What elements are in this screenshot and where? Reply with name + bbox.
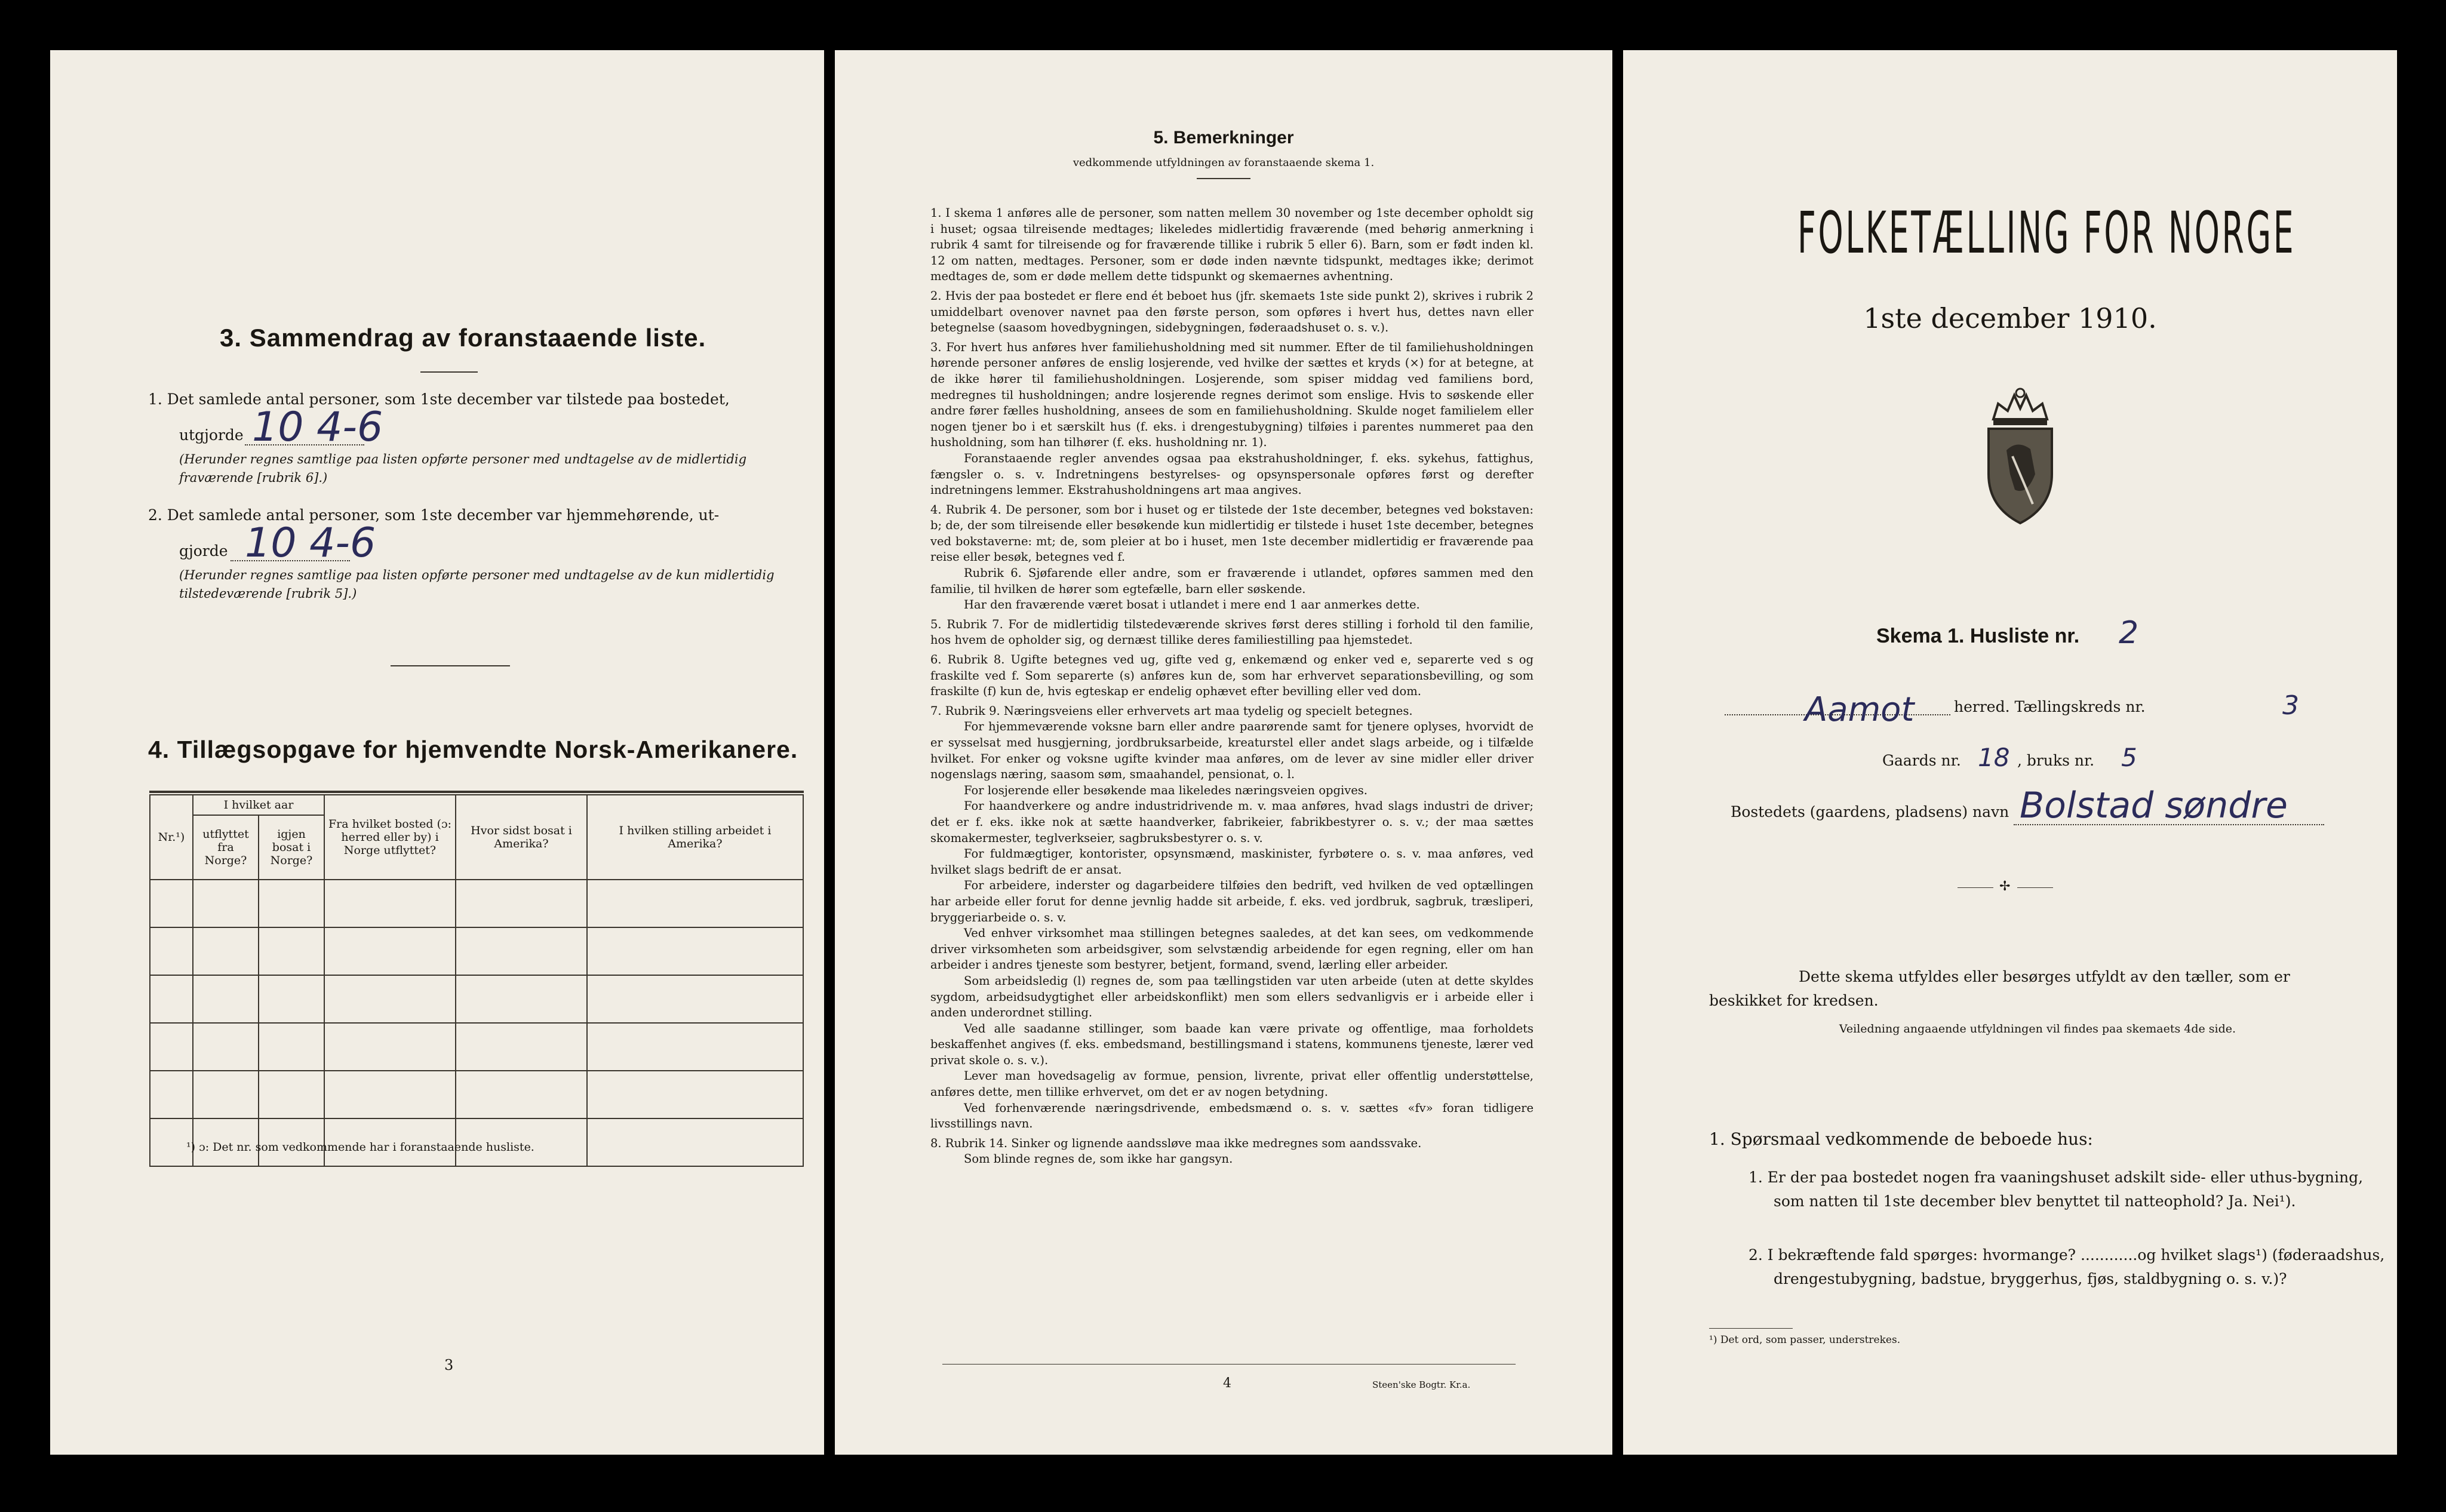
remark-paragraph: For haandverkere og andre industridrivende m. v. maa anføres, hvad slags industri de driver; det er f. eks. ikke nok at sætte haandverker, fabrikeier, fabrikbestyrer o. s. v.; der maa sættes skomakermester, teglverkseier, sagbruksbestyrer o. s. v. <box>930 799 1534 845</box>
remark-paragraph: Ved forhenværende næringsdrivende, embedsmænd o. s. v. sættes «fv» foran tidligere livsstillings navn. <box>930 1101 1534 1131</box>
divider <box>1197 178 1250 179</box>
col-nr: Nr.¹) <box>150 795 193 880</box>
remark-paragraph: 4. Rubrik 4. De personer, som bor i huset og er tilstede der 1ste december, betegnes ved bokstaven: b; de, der som tilreisende eller besøkende kun midlertidig er tilstede i huset 1ste december, betegnes ved bokstaverne: mt; de, som pleier at bo i huset, men 1ste december midlertidig er fraværende paa reise eller besøk, betegnes ved f. <box>930 502 1534 564</box>
remark-paragraph: Ved alle saadanne stillinger, som baade kan være private og offentlige, maa forholdets beskaffenhet angives (f. eks. embedsmand, bestillingsmand i statens, kommunens tjeneste, lærer ved privat skole o. s. v.). <box>930 1021 1534 1067</box>
remark-paragraph: Foranstaaende regler anvendes ogsaa paa ekstrahusholdninger, f. eks. sykehus, fattighus, fængsler o. s. v. Indretningens bestyrelses- og opsynspersonale opføres først og derefter indretningens lemmer. Ekstrahusholdningens art maa angives. <box>930 451 1534 497</box>
table-footnote: ¹) ɔ: Det nr. som vedkommende har i foranstaaende husliste. <box>186 1141 534 1154</box>
gaards-value: 18 <box>1978 743 2010 772</box>
form-title: FOLKETÆLLING FOR NORGE <box>1797 199 2296 266</box>
table-row <box>150 975 803 1023</box>
remark-paragraph: 6. Rubrik 8. Ugifte betegnes ved ug, gifte ved g, enkemænd og enker ved e, separerte ved s og fraskilte ved f. Som separerte (s) anføres kun de, som har erhvervet separationsbevilling, og som fraskilte (f) kun de, hvis egteskap er endelig ophævet efter bevilling eller ved dom. <box>930 653 1534 699</box>
cover-page <box>1623 50 2397 1455</box>
remark-paragraph: 2. Hvis der paa bostedet er flere end ét beboet hus (jfr. skemaets 1ste side punkt 2), skrives i rubrik 2 umiddelbart ovenover navnet paa den første person, som opføres i hvert hus, dettes navn eller betegnelse (saasom hovedbygningen, sidebygningen, føderaadshuset o. s. v.). <box>930 288 1534 335</box>
col-sidst: Hvor sidst bosat i Amerika? <box>456 795 587 880</box>
section-4-heading: 4. Tillægsopgave for hjemvendte Norsk-Amerikanere. <box>148 736 798 763</box>
herred-label: herred. Tællingskreds nr. <box>1954 698 2146 715</box>
remark-paragraph: 1. I skema 1 anføres alle de personer, som natten mellem 30 november og 1ste december opholdt sig i huset; ogsaa tilreisende medtages; likeledes midlertidig fraværende (med behørig anmerkning i rubrik 4 samt for tilreisende og for fraværende tillike i rubrik 5 eller 6). Barn, som er født inden kl. 12 om natten, medtages. Personer, som er døde inden nævnte tidspunkt, medtages ikke; derimot medtages de, som er døde mellem dette tidspunkt og skemaernes avhentning. <box>930 206 1534 284</box>
dotted-line <box>245 444 364 445</box>
remark-paragraph: For arbeidere, inderster og dagarbeidere tilføies den bedrift, ved hvilken de ved optællingen har arbeide eller forut for denne jevnlig hadde sit arbeide, f. eks. ved jordbruk, sagbruk, træsliperi, bryggeriarbeide o. s. v. <box>930 878 1534 924</box>
bosted-label: Bostedets (gaardens, pladsens) navn <box>1731 803 2009 820</box>
remark-paragraph: For losjerende eller besøkende maa likeledes næringsveien opgives. <box>964 783 1368 797</box>
remark-paragraph: For fuldmægtiger, kontorister, opsynsmænd, maskinister, fyrbøtere o. s. v. maa anføres, ved hvilket slags bedrift de er ansat. <box>930 847 1534 877</box>
bruks-label: , bruks nr. <box>2017 752 2095 769</box>
footnote: ¹) Det ord, som passer, understrekes. <box>1709 1334 1901 1346</box>
gaards-label: Gaards nr. <box>1882 752 1961 769</box>
intro-text: Dette skema utfyldes eller besørges utfyldt av den tæller, som er beskikket for kredsen. <box>1709 968 2290 1009</box>
remark-paragraph: 5. Rubrik 7. For de midlertidig tilstedeværende skrives først deres stilling i forhold til den familie, hos hvem de opholder sig, og dernæst tillike deres familiestilling paa hjemstedet. <box>930 617 1534 647</box>
summary-item-2-note: (Herunder regnes samtlige paa listen opførte personer med undtagelse av de kun midlertidig tilstedeværende [rubrik 5].) <box>179 568 775 601</box>
question-1: 1. Er der paa bostedet nogen fra vaaningshuset adskilt side- eller uthus-bygning, som natten til 1ste december blev benyttet til natteophold? Ja. Nei¹). <box>1749 1169 2364 1210</box>
divider <box>391 665 510 666</box>
summary-item-1-note: (Herunder regnes samtlige paa listen opførte personer med undtagelse av de midlertidig fraværende [rubrik 6].) <box>179 452 747 485</box>
col-stilling: I hvilken stilling arbeidet i Amerika? <box>587 795 803 880</box>
divider <box>2017 887 2053 888</box>
herred-value: Aamot <box>1805 690 1915 729</box>
summary-item-2-prefix: gjorde <box>179 542 228 560</box>
dotted-line <box>231 560 350 561</box>
remark-paragraph: For hjemmeværende voksne barn eller andre paarørende samt for tjenere oplyses, hvorvidt de er sysselsat med husgjerning, jordbruksarbeide, kreaturstel eller andet slags arbeide, og i tilfælde hvilket. For enker og voksne ugifte kvinder maa anføres, om de lever av sine midler eller driver nogenslags næring, saasom søm, smaahandel, pensionat, o. l. <box>930 720 1534 782</box>
divider <box>1958 887 1993 888</box>
divider <box>420 371 478 373</box>
table-row <box>150 927 803 975</box>
bottom-rule <box>942 1364 1516 1365</box>
footnote-rule <box>1709 1328 1793 1329</box>
remark-paragraph: Rubrik 6. Sjøfarende eller andre, som er fraværende i utlandet, opføres sammen med den familie, til hvilken de hører som egtefælle, barn eller søskende. <box>930 566 1534 596</box>
remark-paragraph: Som arbeidsledig (l) regnes de, som paa tællingstiden var uten arbeide (uten at dette skyldes sygdom, arbeidsudygtighet eller arbeidskonflikt) men som ellers sedvanligvis er i arbeide eller i anden underordnet stilling. <box>930 973 1534 1020</box>
summary-item-2: 2. Det samlede antal personer, som 1ste december var hjemmehørende, ut- <box>148 506 720 524</box>
remark-paragraph: Lever man hovedsagelig av formue, pension, livrente, privat eller offentlig understøttelse, anføres dette, men tillike erhvervet, om det er av nogen betydning. <box>930 1069 1534 1099</box>
section-3-heading: 3. Sammendrag av foranstaaende liste. <box>220 324 706 352</box>
remark-paragraph: 3. For hvert hus anføres hver familiehusholdning med sit nummer. Efter de til familiehusholdningen hørende personer anføres de enslig losjerende, ved hvilke der sættes et kryds (×) for at betegne, at de ikke hører til familiehusholdningen. Losjerende, som spiser middag ved familiens bord, medregnes til husholdningen; andre losjerende regnes derimot som enslige. Hvis to søskende eller andre fører fælles husholdning, ansees de som en familiehusholdning. Skulde noget familielem eller nogen tjener bo i et særskilt hus (f. eks. i drengestubygning) tilføies i parentes nummeret paa den husholdning, som han tilhører (f. eks. husholdning nr. 1). <box>930 340 1534 450</box>
page-4-middle <box>835 50 1612 1455</box>
page-number: 4 <box>1223 1376 1231 1391</box>
page-number: 3 <box>444 1357 454 1373</box>
summary-item-1-prefix: utgjorde <box>179 426 244 444</box>
remark-paragraph: 7. Rubrik 9. Næringsveiens eller erhvervets art maa tydelig og specielt betegnes. <box>930 703 1413 718</box>
col-igjen: igjen bosat i Norge? <box>259 815 324 880</box>
remarks-body <box>930 205 1534 1167</box>
bosted-value: Bolstad søndre <box>2020 785 2288 826</box>
summary-item-1-value: 10 4-6 <box>252 404 383 451</box>
page-3-left <box>50 50 824 1455</box>
ornament-icon: ✢ <box>1999 879 2011 894</box>
question-2: 2. I bekræftende fald spørges: hvormange? ............og hvilket slags¹) (føderaadshus, drengestubygning, badstue, bryggerhus, fjøs, staldbygning o. s. v.)? <box>1749 1246 2385 1287</box>
col-fra: Fra hvilket bosted (ɔ: herred eller by) i Norge utflyttet? <box>324 795 456 880</box>
table-top-rule <box>149 791 804 793</box>
remark-paragraph: 8. Rubrik 14. Sinker og lignende aandssløve maa ikke medregnes som aandssvake. <box>930 1136 1422 1150</box>
col-group-year: I hvilket aar <box>193 795 324 815</box>
bruks-value: 5 <box>2121 743 2137 772</box>
question-heading: 1. Spørsmaal vedkommende de beboede hus: <box>1709 1129 2093 1149</box>
summary-item-1: 1. Det samlede antal personer, som 1ste december var tilstede paa bostedet, <box>148 391 730 408</box>
table-row <box>150 880 803 927</box>
remark-paragraph: Ved enhver virksomhet maa stillingen betegnes saaledes, at det kan sees, om vedkommende driver virksomheten som arbeidsgiver, som selvstændig arbeidende for egen regning, eller om han arbeider i andres tjeneste som bestyrer, betjent, formand, svend, lærling eller arbeider. <box>930 926 1534 972</box>
norsk-amerikanere-table <box>149 794 804 1167</box>
remarks-heading: 5. Bemerkninger <box>1153 128 1294 147</box>
remark-paragraph: Har den fraværende været bosat i utlandet i mere end 1 aar anmerkes dette. <box>964 598 1420 612</box>
skema-label: Skema 1. Husliste nr. <box>1876 625 2080 647</box>
table-row <box>150 1023 803 1071</box>
summary-item-2-value: 10 4-6 <box>245 520 376 567</box>
printer-mark: Steen'ske Bogtr. Kr.a. <box>1372 1379 1471 1390</box>
col-utflyttet: utflyttet fra Norge? <box>193 815 259 880</box>
table-row <box>150 1071 803 1118</box>
remarks-subheading: vedkommende utfyldningen av foranstaaende skema 1. <box>1073 156 1375 169</box>
husliste-nr: 2 <box>2119 615 2139 651</box>
intro-note: Veiledning angaaende utfyldningen vil findes paa skemaets 4de side. <box>1839 1022 2236 1035</box>
coat-of-arms-icon <box>1975 385 2065 528</box>
remark-paragraph: Som blinde regnes de, som ikke har gangsyn. <box>964 1152 1233 1166</box>
form-date: 1ste december 1910. <box>1863 302 2157 334</box>
kreds-nr: 3 <box>2282 690 2299 721</box>
